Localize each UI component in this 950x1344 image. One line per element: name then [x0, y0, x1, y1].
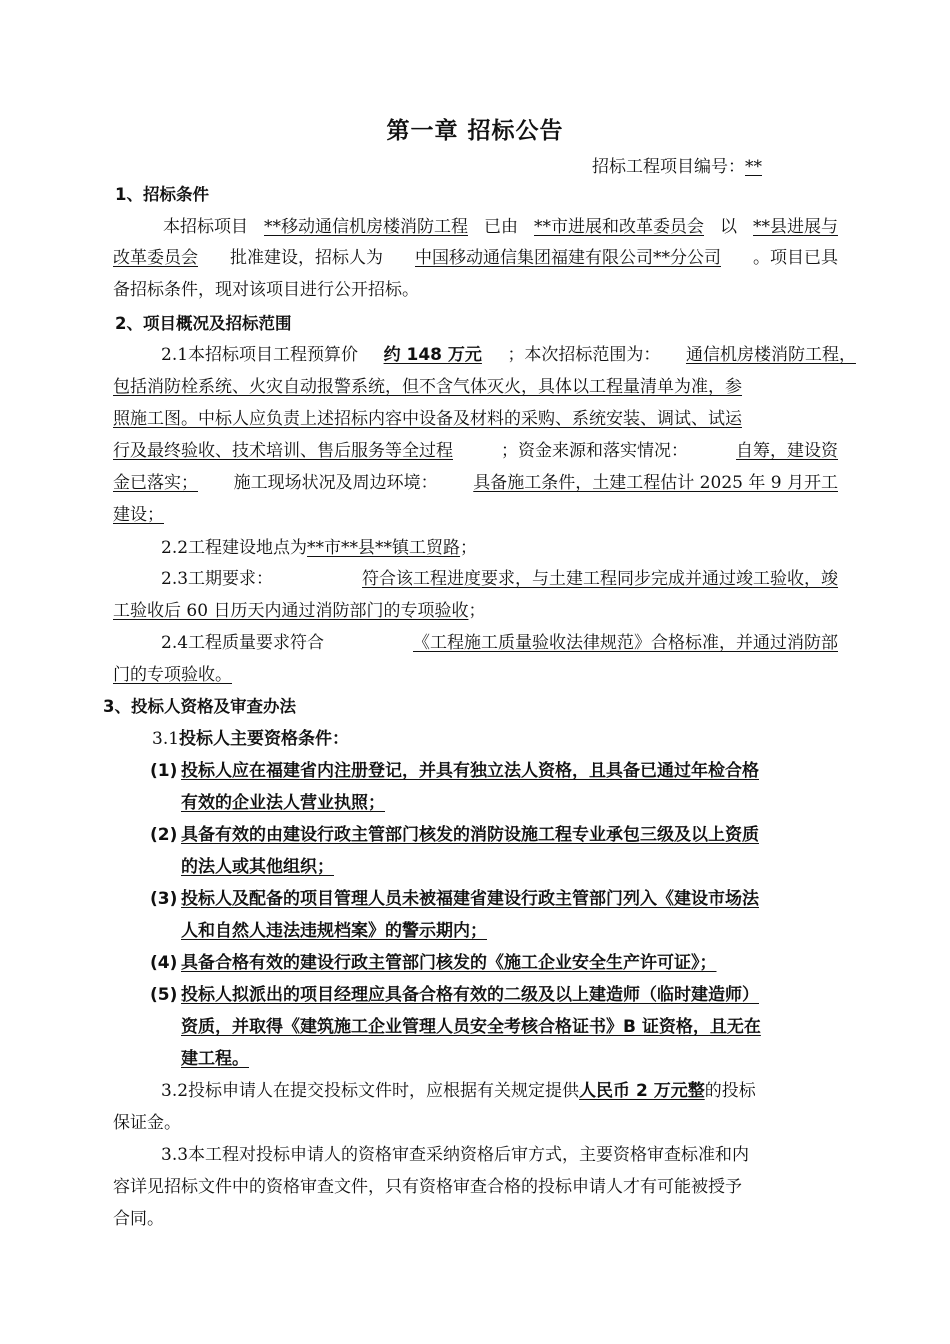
- text: ；资金来源和落实情况：: [501, 441, 688, 461]
- scope-text: 通信机房楼消防工程，: [685, 345, 856, 365]
- s3-p31: [152, 726, 349, 752]
- quality-text: 《工程施工质量验收法律规范》合格标准，并通过消防部: [413, 633, 838, 653]
- s2-p1-line-4: [113, 438, 838, 464]
- item-2-line-2: 的法人或其他组织；: [181, 857, 334, 877]
- budget-value: 约 148 万元: [383, 345, 482, 365]
- section-2-heading: 2、项目概况及招标范围: [115, 314, 292, 333]
- text: ；: [460, 538, 478, 558]
- qualification-heading: 投标人主要资格条件：: [179, 729, 350, 749]
- approval-doc-cont: 改革委员会: [113, 248, 198, 268]
- item-5-line-1: 投标人拟派出的项目经理应具备合格有效的二级及以上建造师（临时建造师）: [181, 985, 759, 1005]
- item-4-line-1: 具备合格有效的建设行政主管部门核发的《施工企业安全生产许可证》；: [181, 953, 717, 973]
- s2-p1-line-3: 照施工图。中标人应负责上述招标内容中设备及材料的采购、系统安装、调试、试运: [113, 409, 742, 429]
- s3-p33-line-3: 合同。: [113, 1209, 164, 1229]
- location-value: **市**县**镇工贸路: [307, 538, 461, 558]
- section-3-heading: 3、投标人资格及审查办法: [103, 697, 296, 716]
- site-condition-text: 具备施工条件，土建工程估计 2025 年 9 月开工: [473, 473, 838, 493]
- tenderer-name: 中国移动通信集团福建有限公司**分公司: [415, 248, 721, 268]
- item-3-line-2: 人和自然人违法违规档案》的警示期内；: [181, 921, 487, 941]
- item-3-line-1: 投标人及配备的项目管理人员未被福建省建设行政主管部门列入《建设市场法: [181, 889, 759, 909]
- s2-p4-line-2: 门的专项验收。: [113, 665, 232, 685]
- s2-p3-line-1: [161, 566, 838, 592]
- funding-text: 自筹，建设资: [736, 441, 838, 461]
- funding-text: 金已落实；: [113, 473, 198, 493]
- text: 已由: [484, 217, 518, 237]
- section-1-heading: 1、招标条件: [115, 185, 209, 204]
- item-5-line-2: 资质，并取得《建筑施工企业管理人员安全考核合格证书》B 证资格，且无在: [181, 1017, 761, 1037]
- text: 2.2工程建设地点为: [161, 538, 308, 558]
- bond-amount: 人民币 2 万元整: [579, 1081, 705, 1101]
- duration-text: 符合该工程进度要求，与土建工程同步完成并通过竣工验收，竣: [362, 569, 838, 589]
- s1-line-2: [113, 245, 838, 271]
- approval-authority: **市进展和改革委员会: [534, 217, 704, 237]
- text: 本招标项目: [163, 217, 248, 237]
- s2-p1-line-5: [113, 470, 838, 496]
- project-number-label: 招标工程项目编号：: [592, 157, 745, 177]
- item-1-line-2: 有效的企业法人营业执照；: [181, 793, 385, 813]
- text: 批准建设，招标人为: [230, 248, 383, 268]
- s3-p32-line-2: 保证金。: [113, 1113, 181, 1133]
- s1-line-3: 备招标条件，现对该项目进行公开招标。: [113, 280, 419, 300]
- s2-p2: [161, 535, 477, 561]
- s2-p1-line-6: 建设；: [113, 505, 164, 525]
- s1-line-1: [163, 214, 838, 240]
- s2-p4-line-1: [161, 630, 838, 656]
- item-number: (3): [150, 889, 178, 909]
- s3-p32-line-1: [161, 1078, 756, 1104]
- item-number: (1): [150, 761, 178, 781]
- text: 2.4工程质量要求符合: [161, 633, 325, 653]
- s2-p3-line-2: [113, 598, 485, 624]
- text: ；: [468, 601, 486, 621]
- project-number: [592, 152, 762, 177]
- text: 的投标: [704, 1081, 756, 1101]
- text: 3.1: [152, 729, 180, 749]
- text: 以: [720, 217, 737, 237]
- text: 施工现场状况及周边环境：: [233, 473, 438, 493]
- duration-text: 工验收后 60 日历天内通过消防部门的专项验收: [113, 601, 469, 621]
- s3-p33-line-2: 容详见招标文件中的资格审查文件，只有资格审查合格的投标申请人才有可能被授予: [113, 1177, 742, 1197]
- text: 2.1本招标项目工程预算价: [161, 345, 359, 365]
- project-name: **移动通信机房楼消防工程: [264, 217, 468, 237]
- item-1-line-1: 投标人应在福建省内注册登记，并具有独立法人资格，且具备已通过年检合格: [181, 761, 759, 781]
- item-5-line-3: 建工程。: [181, 1049, 249, 1069]
- project-number-value: **: [745, 157, 762, 177]
- scope-text: 行及最终验收、技术培训、售后服务等全过程: [113, 441, 453, 461]
- item-number: (2): [150, 825, 178, 845]
- s3-p33-line-1: 3.3本工程对投标申请人的资格审查采纳资格后审方式，主要资格审查标准和内: [161, 1145, 750, 1165]
- s2-p1-line-2: 包括消防栓系统、火灾自动报警系统，但不含气体灭火，具体以工程量清单为准，参: [113, 377, 742, 397]
- text: 。项目已具: [753, 248, 838, 268]
- item-2-line-1: 具备有效的由建设行政主管部门核发的消防设施工程专业承包三级及以上资质: [181, 825, 759, 845]
- page-title: 第一章 招标公告: [386, 118, 564, 144]
- text: 2.3工期要求：: [161, 569, 274, 589]
- item-number: (5): [150, 985, 178, 1005]
- text: 3.2投标申请人在提交投标文件时，应根据有关规定提供: [161, 1081, 580, 1101]
- text: ；本次招标范围为：: [507, 345, 661, 365]
- s2-p1-line-1: [161, 342, 856, 368]
- item-number: (4): [150, 953, 178, 973]
- approval-doc: **县进展与: [753, 217, 838, 237]
